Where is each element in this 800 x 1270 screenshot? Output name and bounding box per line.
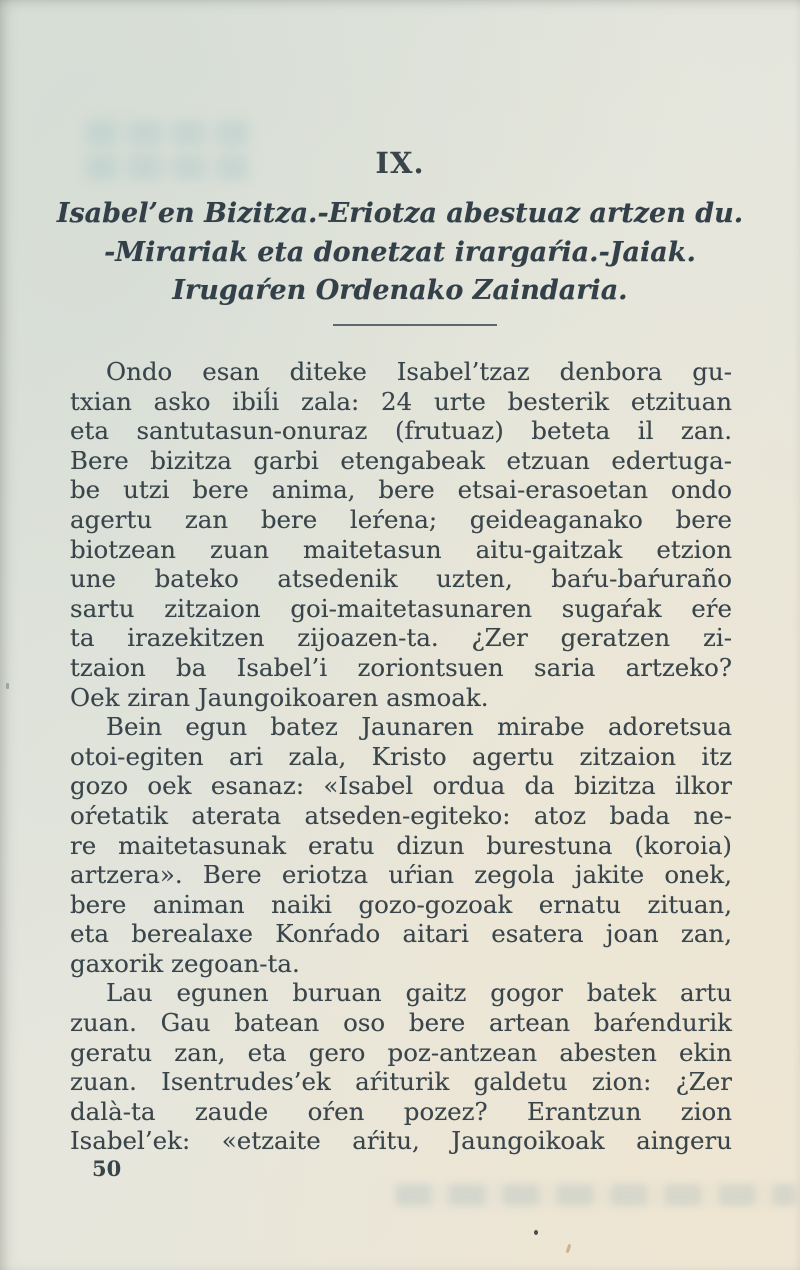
divider-rule <box>333 324 497 326</box>
ink-speck <box>534 1230 538 1235</box>
body-line: zuan. Gau batean oso bere artean baŕendurik <box>70 1008 732 1038</box>
body-line: agertu zan bere leŕena; geideaganako bere <box>70 504 732 534</box>
body-line: oŕetatik aterata atseden-egiteko: atoz bada ne- <box>70 800 732 830</box>
body-line: Isabel’ek: «etzaite aŕitu, Jaungoikoak aingeru <box>70 1126 732 1156</box>
edge-mark <box>6 683 9 689</box>
body-line: txian asko ibiĺi zala: 24 urte besterik etzituan <box>70 386 732 416</box>
body-line: Ondo esan diteke Isabel’tzaz denbora gu- <box>106 357 732 386</box>
body-line: biotzean zuan maitetasun aitu-gaitzak etzion <box>70 534 732 564</box>
title-line: Irugaŕen Ordenako Zaindaria. <box>172 275 628 306</box>
body-line: Bere bizitza garbi etengabeak etzuan edertuga- <box>70 445 732 475</box>
body-line: Bein egun batez Jaunaren mirabe adoretsua <box>106 712 732 742</box>
body-line: re maitetasunak eratu dizun burestuna (koroia) <box>70 830 732 860</box>
page-number: 50 <box>92 1156 122 1181</box>
body-line: artzera». Bere eriotza uŕian zegola jakite onek, <box>70 860 732 890</box>
body-line: otoi-egiten ari zala, Kristo agertu zitzaion itz <box>70 741 732 771</box>
chapter-title <box>40 195 760 311</box>
body-line: ta irazekitzen zijoazen-ta. ¿Zer geratzen zi- <box>70 623 732 653</box>
body-line: eta berealaxe Konŕado aitari esatera joan zan, <box>70 919 732 949</box>
body-line: be utzi bere anima, bere etsai-erasoetan ondo <box>70 475 732 505</box>
title-line: Isabel’en Bizitza.-Eriotza abestuaz artzen du. <box>56 198 744 229</box>
body-line: dalà-ta zaude oŕen pozez? Erantzun zion <box>70 1096 732 1126</box>
body-line: une bateko atsedenik uzten, baŕu-baŕuraño <box>70 564 732 594</box>
showthrough-bar <box>86 120 250 146</box>
body-line: tzaion ba Isabel’i zoriontsuen saria artzeko? <box>70 652 732 682</box>
title-line: -Mirariak eta donetzat irargaŕia.-Jaiak. <box>104 236 696 268</box>
body-line: gaxorik zegoan-ta. <box>70 948 300 978</box>
body-line: zuan. Isentrudes’ek aŕiturik galdetu zion: ¿Zer <box>70 1067 732 1097</box>
paper-fleck <box>566 1244 572 1253</box>
body-line: gozo oek esanaz: «Isabel ordua da bizitza ilkor <box>70 771 732 801</box>
chapter-heading: IX. <box>375 146 425 180</box>
showthrough-bottom <box>395 1184 797 1206</box>
body-line: eta santutasun-onuraz (frutuaz) beteta il zan. <box>70 416 732 446</box>
body-line: geratu zan, eta gero poz-antzean abesten ekin <box>70 1037 732 1067</box>
body-line: bere animan naiki gozo-gozoak ernatu zituan, <box>70 889 732 919</box>
body-line: sartu zitzaion goi-maitetasunaren sugaŕak eŕe <box>70 593 732 623</box>
body-line: Lau egunen buruan gaitz gogor batek artu <box>106 978 732 1008</box>
body-line: Oek ziran Jaungoikoaren asmoak. <box>70 682 489 712</box>
body-text <box>70 357 732 1156</box>
